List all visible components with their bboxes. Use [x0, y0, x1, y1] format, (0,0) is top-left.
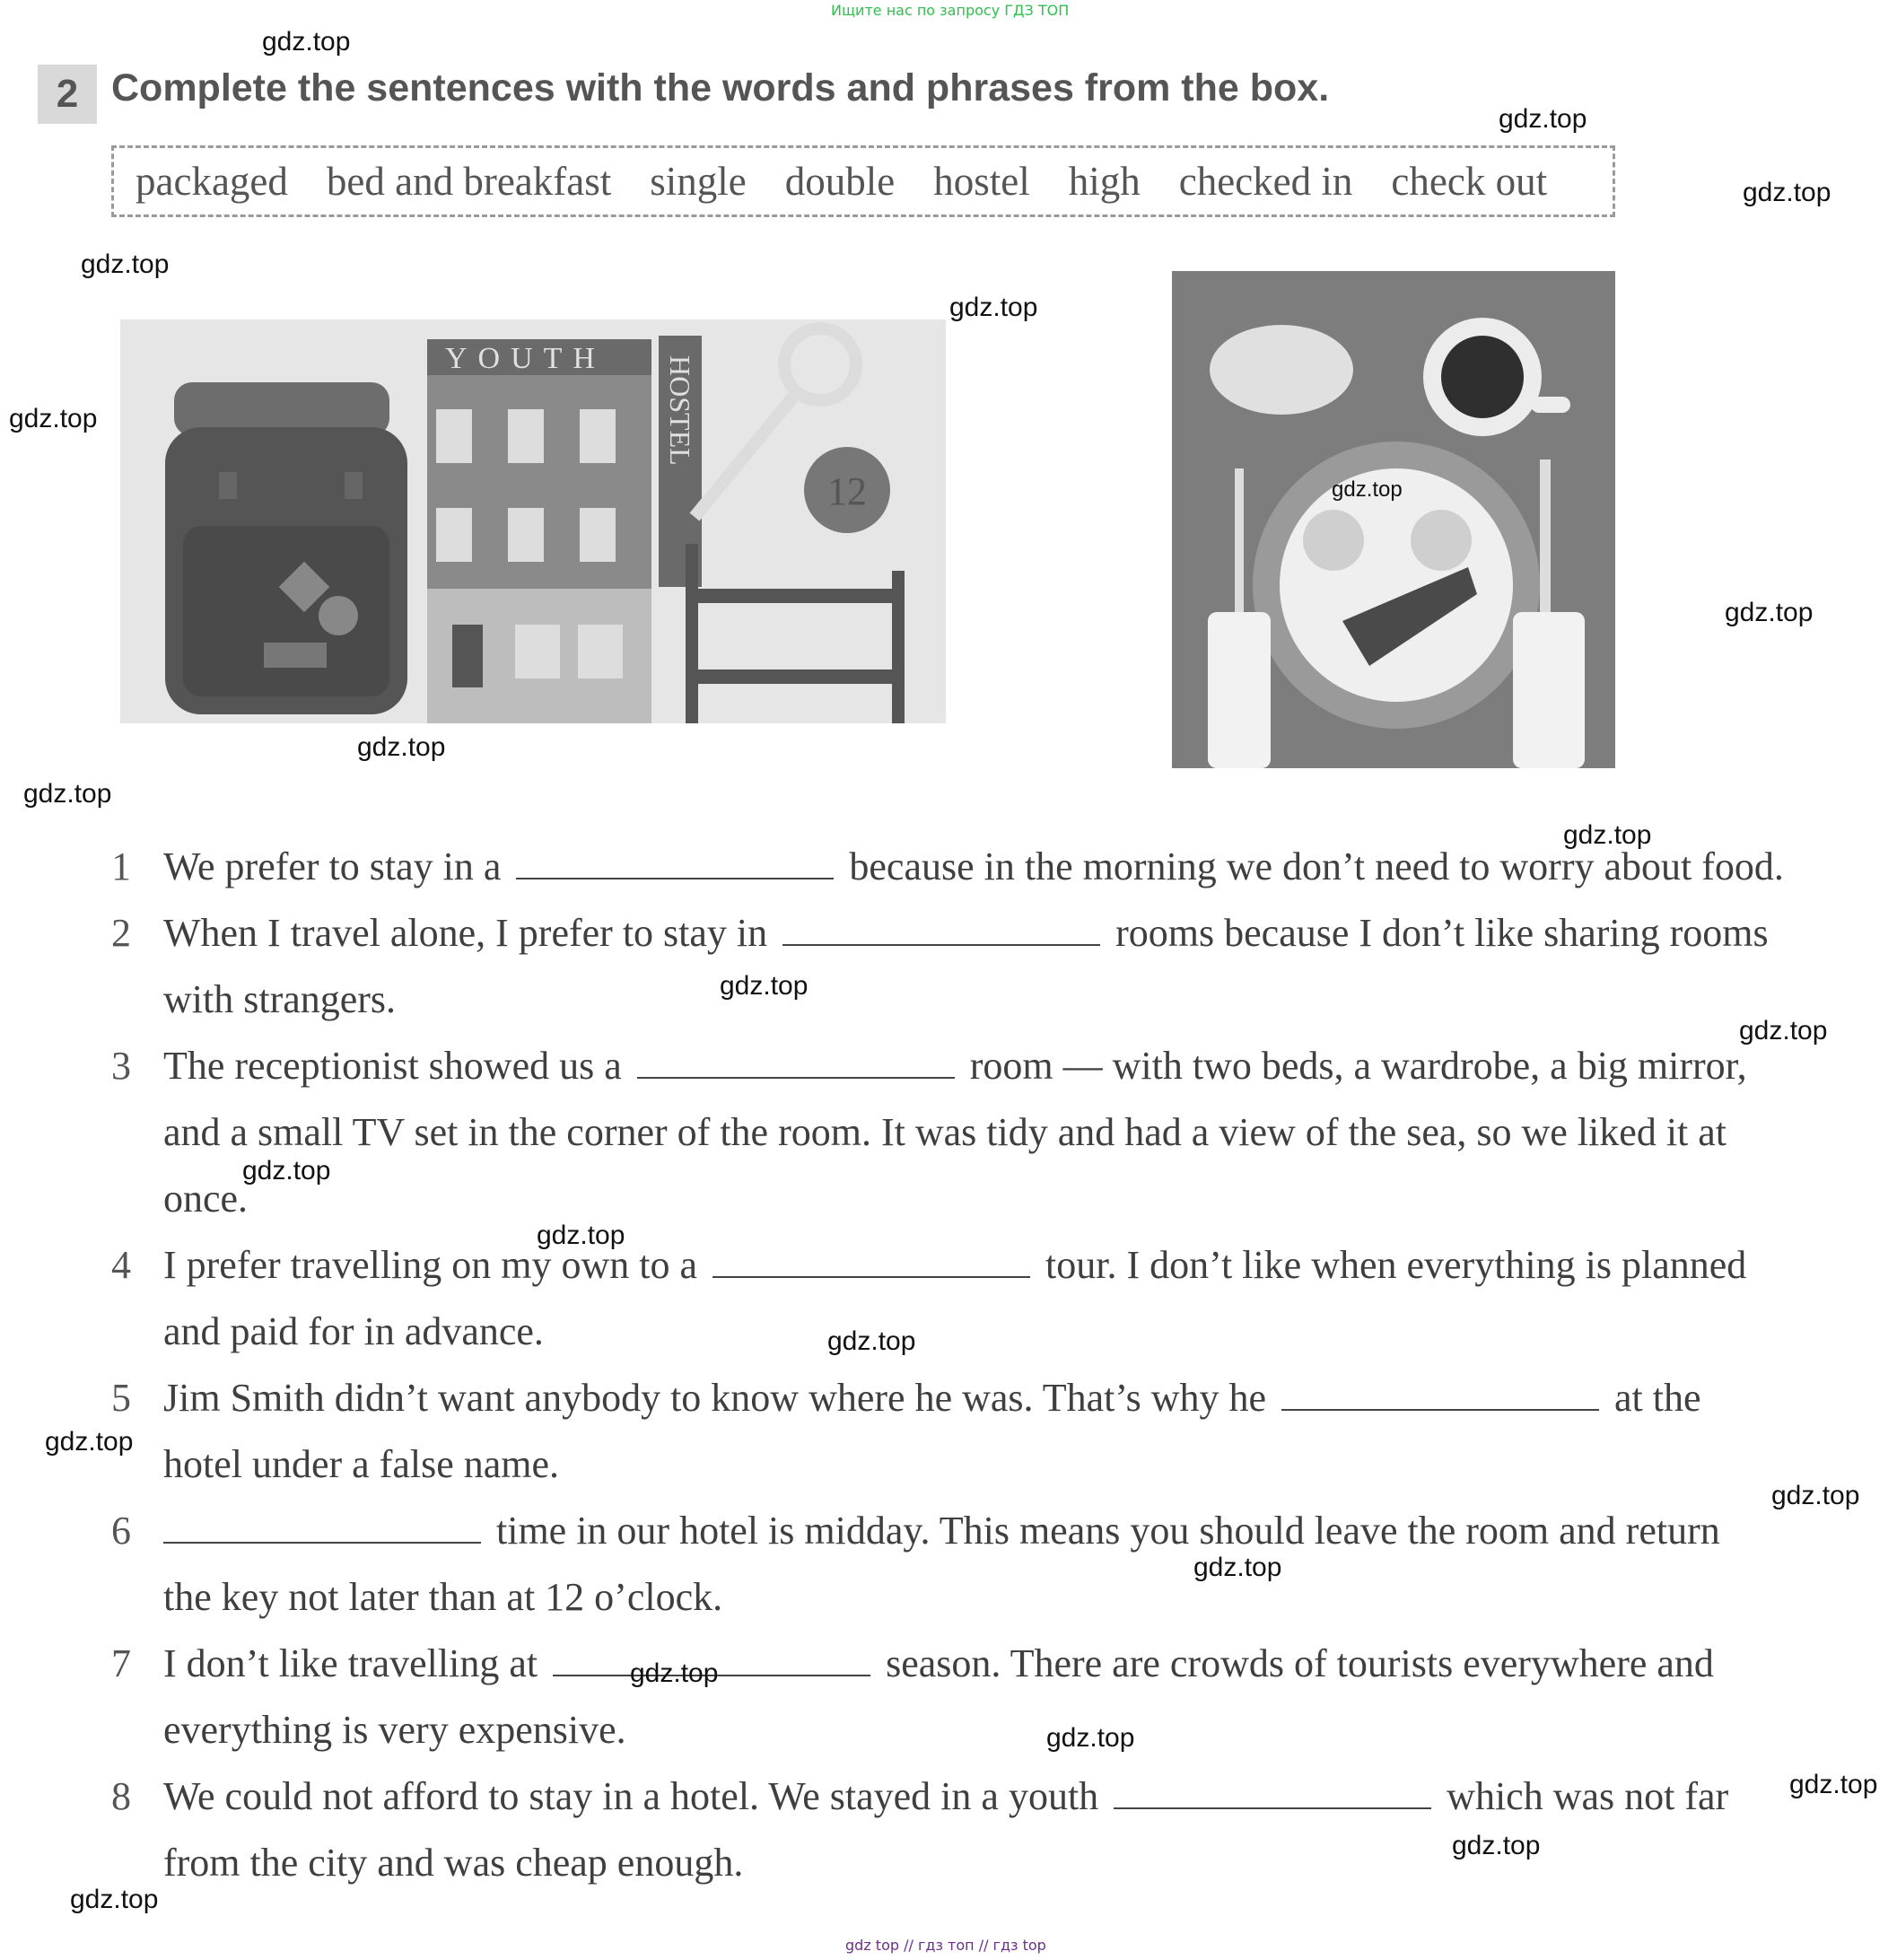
- top-note: Ищите нас по запросу ГДЗ ТОП: [831, 2, 1070, 19]
- watermark: gdz.top: [1046, 1723, 1135, 1753]
- sentence-8-line-2: from the city and was cheap enough.: [163, 1841, 744, 1885]
- croissant-icon: [1210, 325, 1353, 415]
- watermark: gdz.top: [630, 1658, 719, 1688]
- watermark: gdz.top: [1725, 598, 1814, 627]
- watermark: gdz.top: [242, 1156, 331, 1186]
- sentence-2-line-2: with strangers.: [163, 977, 397, 1021]
- watermark: gdz.top: [1332, 477, 1403, 502]
- sentence-3-line-3: once.: [163, 1177, 249, 1221]
- watermark: gdz.top: [720, 971, 809, 1001]
- watermark: gdz.top: [23, 779, 112, 809]
- sentence-list: [111, 844, 1852, 1903]
- exercise-number: 2: [38, 65, 97, 124]
- sentence-7: 7 I don’t like travelling at season. There are crowds of tourists everywhere and: [111, 1641, 1714, 1685]
- watermark: gdz.top: [1739, 1016, 1828, 1046]
- key-tag-number: 12: [827, 469, 867, 513]
- sentence-1: 1 We prefer to stay in a because in the morning we don’t need to worry about food.: [111, 844, 1784, 888]
- answer-blank[interactable]: [1281, 1382, 1599, 1411]
- sentence-8: 8 We could not afford to stay in a hotel. We stayed in a youth which was not far: [111, 1774, 1729, 1818]
- sign-hostel: HOSTEL: [664, 355, 696, 466]
- hostel-illustration: [120, 319, 946, 723]
- hostel-building: [427, 339, 651, 723]
- answer-blank[interactable]: [1114, 1781, 1431, 1809]
- answer-blank[interactable]: [637, 1050, 955, 1079]
- sentence-6-line-2: the key not later than at 12 o’clock.: [163, 1575, 723, 1619]
- watermark: gdz.top: [1789, 1770, 1878, 1799]
- sentence-3: 3 The receptionist showed us a room — with two beds, a wardrobe, a big mirror,: [111, 1044, 1747, 1088]
- sentence-2: 2 When I travel alone, I prefer to stay in rooms because I don’t like sharing rooms: [111, 911, 1769, 955]
- footer-note: gdz top // гдз топ // гдз top: [845, 1937, 1046, 1954]
- answer-blank[interactable]: [163, 1515, 481, 1544]
- answer-blank[interactable]: [712, 1249, 1030, 1278]
- sentence-7-line-2: everything is very expensive.: [163, 1708, 626, 1752]
- answer-blank[interactable]: [516, 851, 834, 879]
- watermark: gdz.top: [1499, 104, 1587, 134]
- watermark: gdz.top: [262, 27, 351, 57]
- watermark: gdz.top: [537, 1221, 625, 1250]
- word-box-item: hostel: [933, 159, 1030, 204]
- watermark: gdz.top: [827, 1326, 916, 1356]
- answer-blank[interactable]: [782, 917, 1100, 946]
- sentence-5: 5 Jim Smith didn’t want anybody to know where he was. That’s why he at the: [111, 1376, 1701, 1420]
- word-box-item: single: [650, 159, 747, 204]
- watermark: gdz.top: [1563, 820, 1652, 850]
- word-box: [111, 145, 1615, 217]
- watermark: gdz.top: [1193, 1553, 1282, 1582]
- word-box-item: check out: [1391, 159, 1548, 204]
- sentence-6: 6 time in our hotel is midday. This means you should leave the room and return: [111, 1509, 1720, 1553]
- sentence-4: 4 I prefer travelling on my own to a tour. I don’t like when everything is planned: [111, 1243, 1747, 1287]
- word-box-item: high: [1068, 159, 1141, 204]
- word-box-item: double: [784, 159, 896, 204]
- word-box-item: checked in: [1178, 159, 1353, 204]
- watermark: gdz.top: [70, 1885, 159, 1914]
- word-box-item: bed and breakfast: [326, 159, 612, 204]
- watermark: gdz.top: [949, 293, 1038, 322]
- word-box-item: packaged: [136, 159, 288, 204]
- watermark: gdz.top: [1452, 1831, 1541, 1860]
- exercise-instruction: Complete the sentences with the words and phrases from the box.: [111, 66, 1330, 109]
- watermark: gdz.top: [1743, 178, 1831, 207]
- sentence-3-line-2: and a small TV set in the corner of the room. It was tidy and had a view of the sea, so we liked it at: [163, 1110, 1727, 1154]
- watermark: gdz.top: [357, 732, 446, 762]
- backpack-icon: [165, 382, 407, 714]
- sentence-4-line-2: and paid for in advance.: [163, 1309, 544, 1353]
- breakfast-illustration: [1172, 271, 1615, 768]
- watermark: gdz.top: [45, 1427, 134, 1457]
- watermark: gdz.top: [1771, 1481, 1860, 1510]
- sentence-5-line-2: hotel under a false name.: [163, 1442, 560, 1486]
- watermark: gdz.top: [9, 404, 98, 433]
- watermark: gdz.top: [81, 249, 170, 279]
- sign-youth: YOUTH: [445, 342, 606, 375]
